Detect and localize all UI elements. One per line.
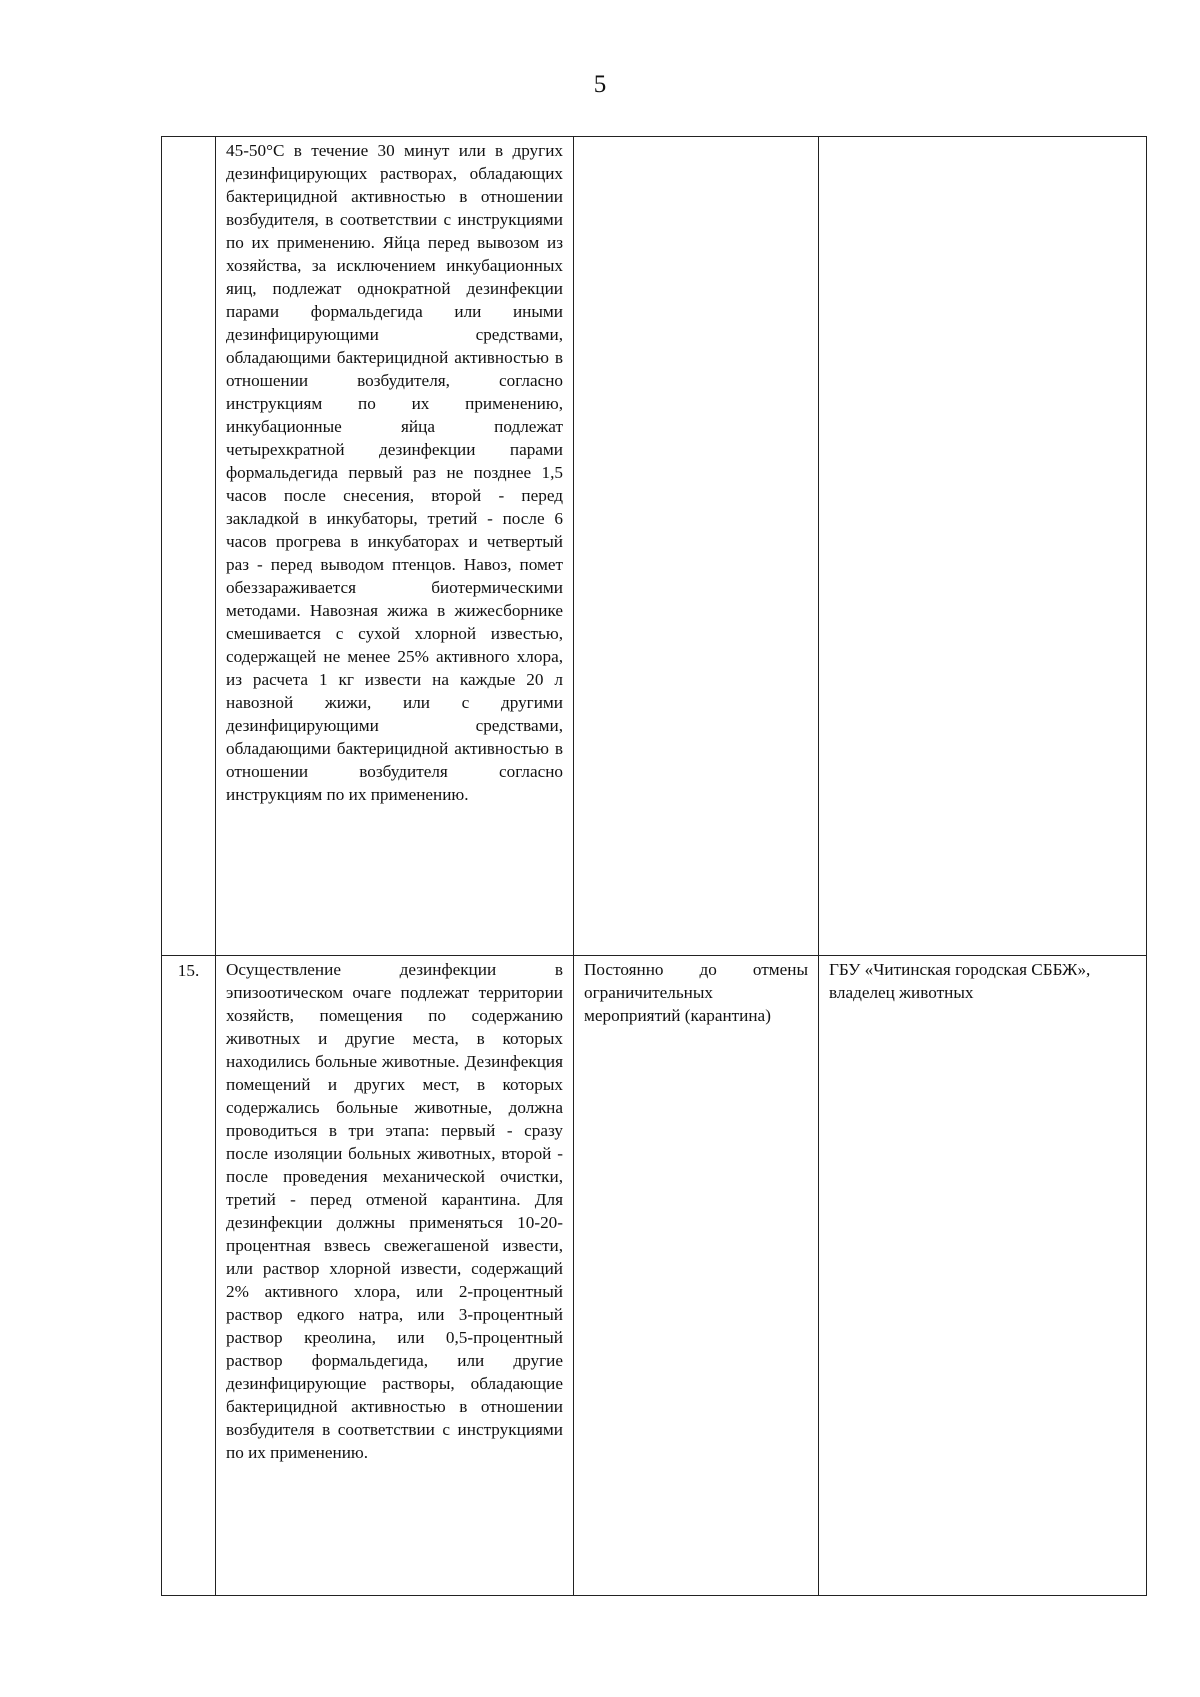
- responsible-text: ГБУ «Читинская городская СББЖ», владелец животных: [829, 960, 1091, 1002]
- action-text: 45-50°C в течение 30 минут или в других дезинфицирующих растворах, обладающих бактерицидной активностью в отношении возбудителя, в соответствии с инструкциями по их применению. Яйца перед вывозом из хозяйства, за исключением инкубационных яиц, подлежат однократной дезинфекции парами формальдегида или иными дезинфицирующими средствами, обладающими бактерицидной активностью в отношении возбудителя, согласно инструкциям по их применению, инкубационные яйца подлежат четырехкратной дезинфекции парами формальдегида первый раз не позднее 1,5 часов после снесения, второй - перед закладкой в инкубаторы, третий - после 6 часов прогрева в инкубаторах и четвертый раз - перед выводом птенцов. Навоз, помет обеззараживается биотермическими методами. Навозная жижа в жижесборнике смешивается с сухой хлорной известью, содержащей не менее 25% активного хлора, из расчета 1 кг извести на каждые 20 л навозной жижи, или с другими дезинфицирующими средствами, обладающими бактерицидной активностью в отношении возбудителя согласно инструкциям по их применению.: [226, 141, 563, 804]
- row-number-cell: [162, 137, 216, 956]
- measures-table: [161, 136, 1147, 1596]
- responsible-cell: [819, 956, 1147, 1596]
- page-number: 5: [593, 71, 607, 98]
- action-cell: [216, 956, 574, 1596]
- term-cell: [574, 956, 819, 1596]
- row-number-cell: [162, 956, 216, 1596]
- responsible-cell: [819, 137, 1147, 956]
- table-row: [162, 137, 1147, 956]
- row-number: 15.: [177, 961, 200, 980]
- action-text: Осуществление дезинфекции в эпизоотическом очаге подлежат территории хозяйств, помещения по содержанию животных и другие места, в которых находились больные животные. Дезинфекция помещений и других мест, в которых содержались больные животные, должна проводиться в три этапа: первый - сразу после изоляции больных животных, второй - после проведения механической очистки, третий - перед отменой карантина. Для дезинфекции должны применяться 10-20-процентная взвесь свежегашеной извести, или раствор хлорной извести, содержащий 2% активного хлора, или 2-процентный раствор едкого натра, или 3-процентный раствор креолина, или 0,5-процентный раствор формальдегида, или другие дезинфицирующие растворы, обладающие бактерицидной активностью в отношении возбудителя в соответствии с инструкциями по их применению.: [226, 960, 563, 1462]
- term-text: Постоянно до отмены ограничительных мероприятий (карантина): [584, 960, 808, 1025]
- table-row: [162, 956, 1147, 1596]
- term-cell: [574, 137, 819, 956]
- action-cell: [216, 137, 574, 956]
